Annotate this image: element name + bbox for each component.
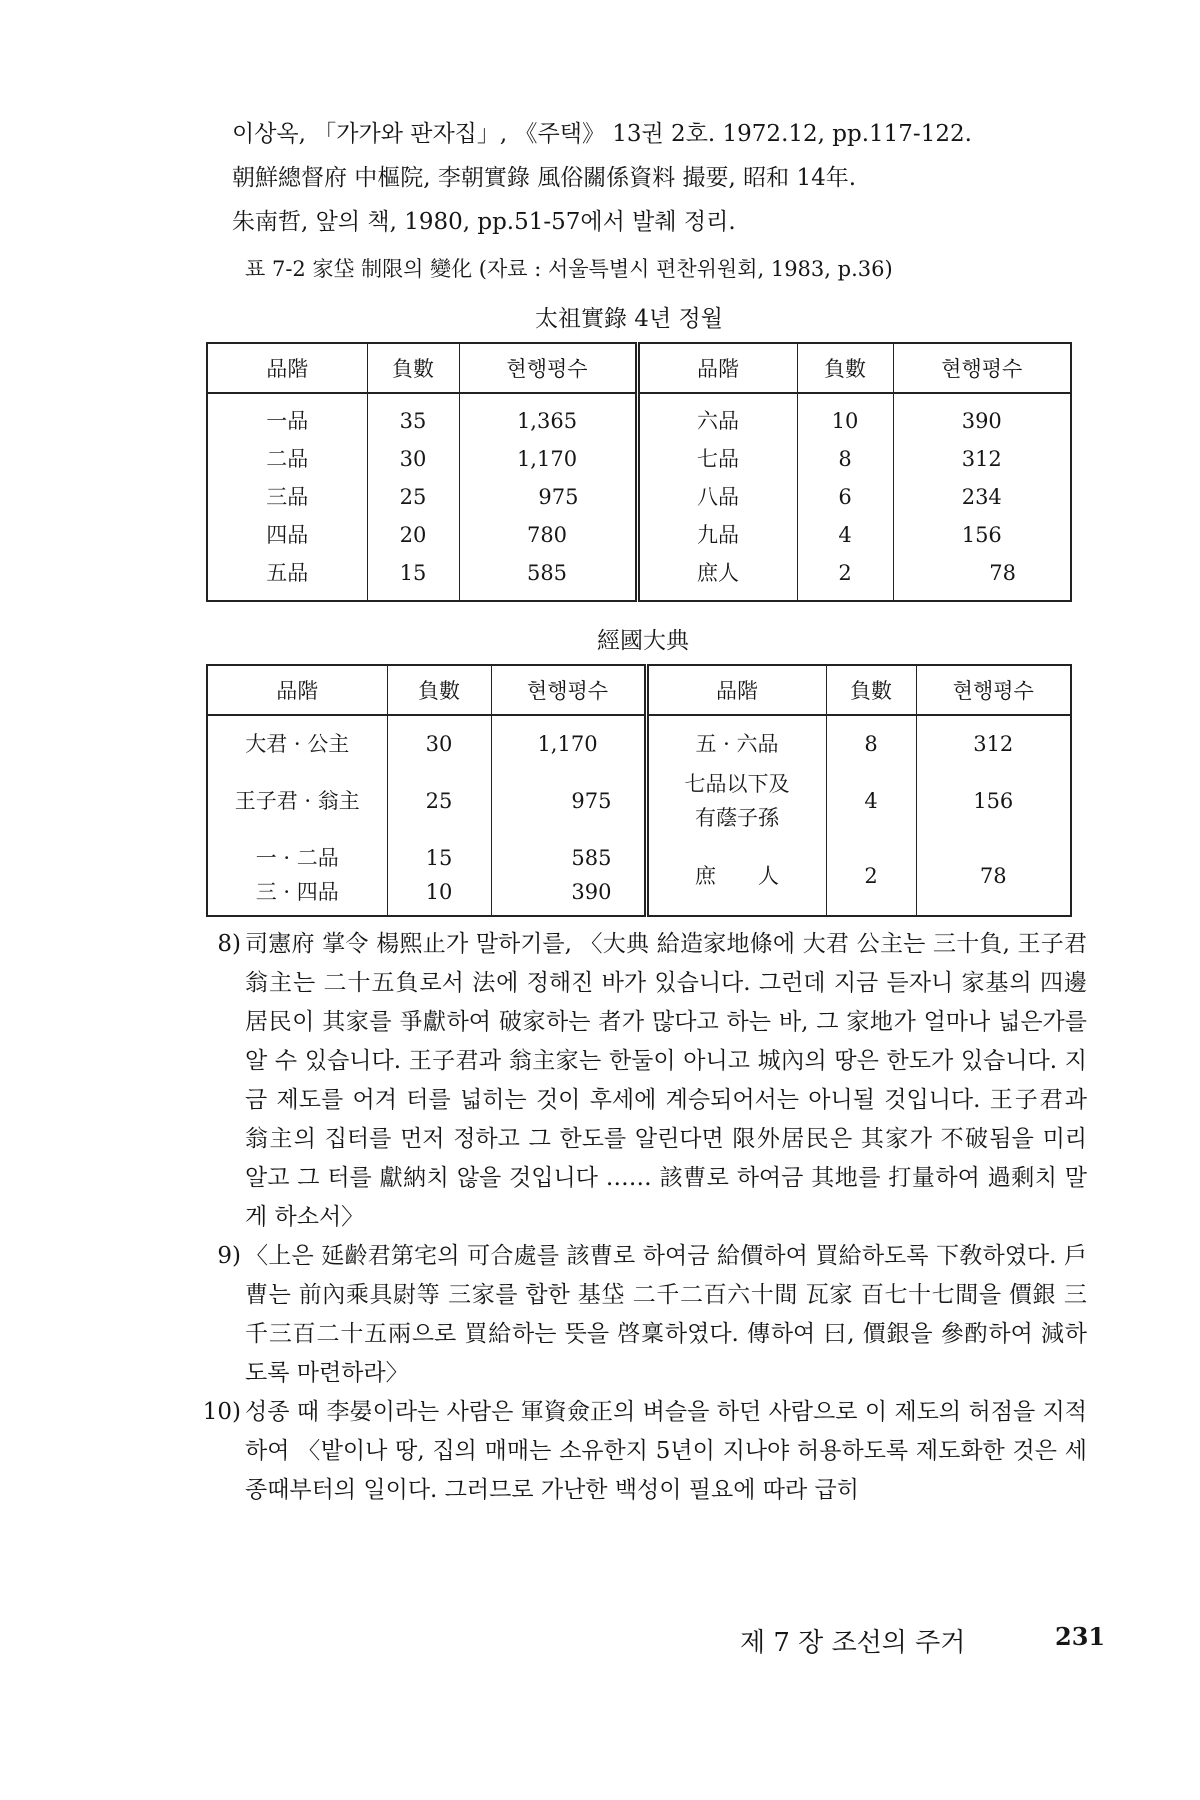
table-cell: 6: [797, 478, 893, 516]
table-gyeongguk-daejeon: [206, 664, 1072, 917]
table-row: [207, 715, 1071, 765]
column-header: 현행평수: [893, 343, 1071, 393]
table-cell: 大君 · 公主: [207, 715, 387, 765]
table-cell: 156: [893, 516, 1071, 554]
table-cell: 五 · 六品: [646, 715, 826, 765]
table-cell: 庶 人: [646, 837, 826, 916]
table-cell: 390: [893, 393, 1071, 440]
table-cell: 78: [916, 837, 1071, 916]
table-cell: 312: [893, 440, 1071, 478]
table-caption: 표 7-2 家垈 制限의 變化 (자료 : 서울특별시 편찬위원회, 1983, p.36): [245, 257, 893, 281]
footnote-number: 10): [202, 1399, 241, 1425]
footnote-text: 성종 때 李晏이라는 사람은 軍資僉正의 벼슬을 하던 사람으로 이 제도의 허점을 지적하여 〈밭이나 땅, 집의 매매는 소유한지 5년이 지나야 허용하도록 제도화한 것은 세종때부터의 일이다. 그러므로 가난한 백성이 필요에 따라 급히: [245, 1399, 1087, 1503]
table1-title: 太祖實錄 4년 정월: [535, 306, 723, 332]
table-cell: 780: [459, 516, 637, 554]
reference-line-2: 朝鮮總督府 中樞院, 李朝實錄 風俗關係資料 撮要, 昭和 14年.: [232, 165, 857, 191]
reference-line-1: 이상옥, 「가가와 판자집」, 《주택》 13권 2호. 1972.12, pp.117-122.: [232, 121, 972, 147]
cell-line: 七品以下及: [684, 772, 790, 796]
table-cell: [646, 765, 826, 837]
table-cell: 234: [893, 478, 1071, 516]
footnote-number: 9): [217, 1243, 241, 1269]
table-cell: 975: [459, 478, 637, 516]
table-cell: 九品: [637, 516, 797, 554]
table-cell: 30: [387, 715, 491, 765]
table-cell: 1,170: [459, 440, 637, 478]
page-number: 231: [1055, 1622, 1106, 1651]
table2-title: 經國大典: [597, 628, 689, 654]
table-cell: 八品: [637, 478, 797, 516]
table-cell: 二品: [207, 440, 367, 478]
table-row: [207, 554, 1071, 601]
footnote-9: [197, 1237, 1087, 1393]
table-cell: 一 · 二品: [207, 837, 387, 875]
table-cell: 20: [367, 516, 459, 554]
column-header: 負數: [367, 343, 459, 393]
table-cell: 三品: [207, 478, 367, 516]
footnote-8: [197, 925, 1087, 1237]
table-cell: 312: [916, 715, 1071, 765]
running-footer-chapter: 제 7 장 조선의 주거: [740, 1628, 966, 1658]
table-cell: 王子君 · 翁主: [207, 765, 387, 837]
table-taejo-sillok: [206, 342, 1072, 602]
table-cell: 五品: [207, 554, 367, 601]
table-cell: 30: [367, 440, 459, 478]
table-cell: 15: [367, 554, 459, 601]
table-cell: 1,170: [491, 715, 646, 765]
column-header: 品階: [207, 665, 387, 715]
table-cell: 2: [826, 837, 916, 916]
column-header: 品階: [207, 343, 367, 393]
column-header: 負數: [387, 665, 491, 715]
table-header-row: [207, 343, 1071, 393]
table-cell: 78: [893, 554, 1071, 601]
table-row: [207, 837, 1071, 875]
table-cell: 10: [387, 875, 491, 916]
table-cell: 1,365: [459, 393, 637, 440]
cell-line: 有蔭子孫: [695, 806, 779, 830]
table-cell: 8: [826, 715, 916, 765]
table-header-row: [207, 665, 1071, 715]
table-row: [207, 765, 1071, 837]
table-cell: 390: [491, 875, 646, 916]
footnote-number: 8): [217, 931, 241, 957]
footnote-text: 〈上은 延齡君第宅의 可合處를 該曹로 하여금 給價하여 買給하도록 下敎하였다. 戶曹는 前內乘具㷉等 三家를 합한 基垈 二千二百六十間 瓦家 百七十七間을 價銀 三千三百二十五兩으로 買給하는 뜻을 啓稟하였다. 傳하여 曰, 價銀을 參酌하여 減하도록 마련하라〉: [245, 1243, 1087, 1386]
table-cell: 三 · 四品: [207, 875, 387, 916]
table-cell: 庶人: [637, 554, 797, 601]
footnotes: [197, 925, 1087, 1510]
column-header: 品階: [637, 343, 797, 393]
table-row: [207, 440, 1071, 478]
table-cell: 七品: [637, 440, 797, 478]
table-row: [207, 516, 1071, 554]
table-cell: 35: [367, 393, 459, 440]
footnote-10: [197, 1393, 1087, 1510]
table-cell: 25: [387, 765, 491, 837]
table-cell: 四品: [207, 516, 367, 554]
table-cell: 975: [491, 765, 646, 837]
table-cell: 585: [459, 554, 637, 601]
column-header: 현행평수: [491, 665, 646, 715]
column-header: 負數: [797, 343, 893, 393]
table-cell: 585: [491, 837, 646, 875]
table-cell: 一品: [207, 393, 367, 440]
column-header: 현행평수: [916, 665, 1071, 715]
column-header: 현행평수: [459, 343, 637, 393]
table-row: [207, 478, 1071, 516]
table-cell: 2: [797, 554, 893, 601]
table-cell: 8: [797, 440, 893, 478]
column-header: 品階: [646, 665, 826, 715]
footnote-text: 司憲府 掌令 楊熙止가 말하기를, 〈大典 給造家地條에 大君 公主는 三十負, 王子君 翁主는 二十五負로서 法에 정해진 바가 있습니다. 그런데 지금 듣자니 家基의 四邊居民이 其家를 爭獻하여 破家하는 者가 많다고 하는 바, 그 家地가 얼마나 넓은가를 알 수 있습니다. 王子君과 翁主家는 한둘이 아니고 城內의 땅은 한도가 있습니다. 지금 제도를 어겨 터를 넓히는 것이 후세에 계승되어서는 아니될 것입니다. 王子君과 翁主의 집터를 먼저 정하고 그 한도를 알린다면 限外居民은 其家가 不破됨을 미리 알고 그 터를 獻納치 않을 것입니다 …… 該曹로 하여금 其地를 打量하여 過剩치 말게 하소서〉: [245, 931, 1087, 1230]
table-cell: 15: [387, 837, 491, 875]
table-row: [207, 393, 1071, 440]
table-cell: 25: [367, 478, 459, 516]
column-header: 負數: [826, 665, 916, 715]
table-cell: 4: [826, 765, 916, 837]
reference-line-3: 朱南哲, 앞의 책, 1980, pp.51-57에서 발췌 정리.: [232, 209, 736, 235]
table-cell: 156: [916, 765, 1071, 837]
table-cell: 10: [797, 393, 893, 440]
table-cell: 六品: [637, 393, 797, 440]
table-cell: 4: [797, 516, 893, 554]
